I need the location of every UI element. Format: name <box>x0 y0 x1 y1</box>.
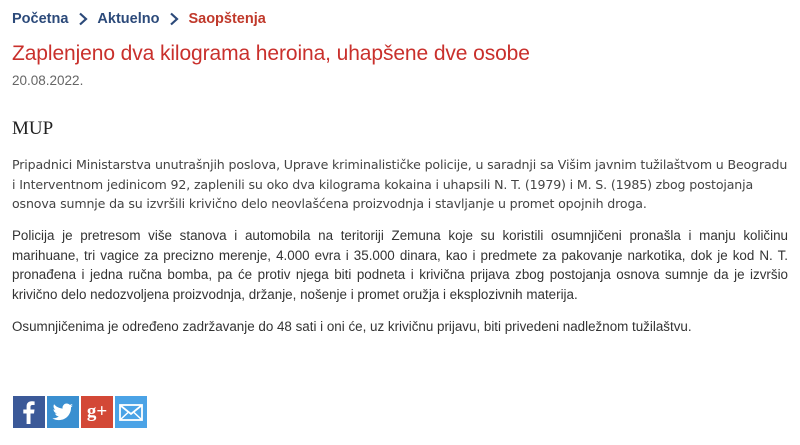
facebook-icon <box>13 396 45 428</box>
google-plus-icon: g+ <box>86 401 108 422</box>
google-plus-share-button[interactable] <box>81 396 113 428</box>
twitter-share-button[interactable] <box>47 396 79 428</box>
share-buttons <box>13 396 147 428</box>
article-paragraph-3: Osumnjičenima je određeno zadržavanje do 48 sati i oni će, uz krivičnu prijavu, biti privedeni nadležnom tužilaštvu. <box>12 319 692 334</box>
breadcrumb-news-link[interactable]: Aktuelno <box>97 11 160 27</box>
article-paragraph-2: Policija je pretresom više stanova i automobila na teritoriji Zemuna koje su koristili osumnjičeni pronašla i manju količinu marihuane, tri vagice za precizno merenje, 4.000 evra i 35.000 dinara, kao i predmete za pakovanje narkotika, dok je kod N. T. pronađena i jedna ručna bomba, pa će protiv njega biti podneta i krivična prijava zbog postojanja osnova sumnje da je izvršio krivično delo nedozvoljena proizvodnja, držanje, nošenje i promet oružja i eksplozivnih materija. <box>12 228 788 302</box>
article-title: Zaplenjeno dva kilograma heroina, uhapšene dve osobe <box>12 42 530 65</box>
chevron-right-icon <box>76 12 90 26</box>
article-date: 20.08.2022. <box>12 73 84 88</box>
facebook-share-button[interactable] <box>13 396 45 428</box>
email-share-button[interactable] <box>115 396 147 428</box>
article-paragraph-1: Pripadnici Ministarstva unutrašnjih poslova, Uprave kriminalističke policije, u saradnji sa Višim javnim tužilaštvom u Beogradu i Interventnom jedinicom 92, zaplenili su oko dva kilograma kokaina i uhapsili N. T. (1979) i M. S. (1985) zbog postojanja osnova sumnje da su izvršili krivično delo neovlašćena proizvodnja i stavljanje u promet opojnih droga. <box>12 157 788 211</box>
article-source: MUP <box>12 118 54 139</box>
twitter-icon <box>47 396 79 428</box>
email-icon <box>115 396 147 428</box>
breadcrumb-current: Saopštenja <box>188 11 266 27</box>
breadcrumb-home-link[interactable]: Početna <box>12 11 69 27</box>
chevron-right-icon <box>167 12 181 26</box>
breadcrumb <box>12 9 266 29</box>
